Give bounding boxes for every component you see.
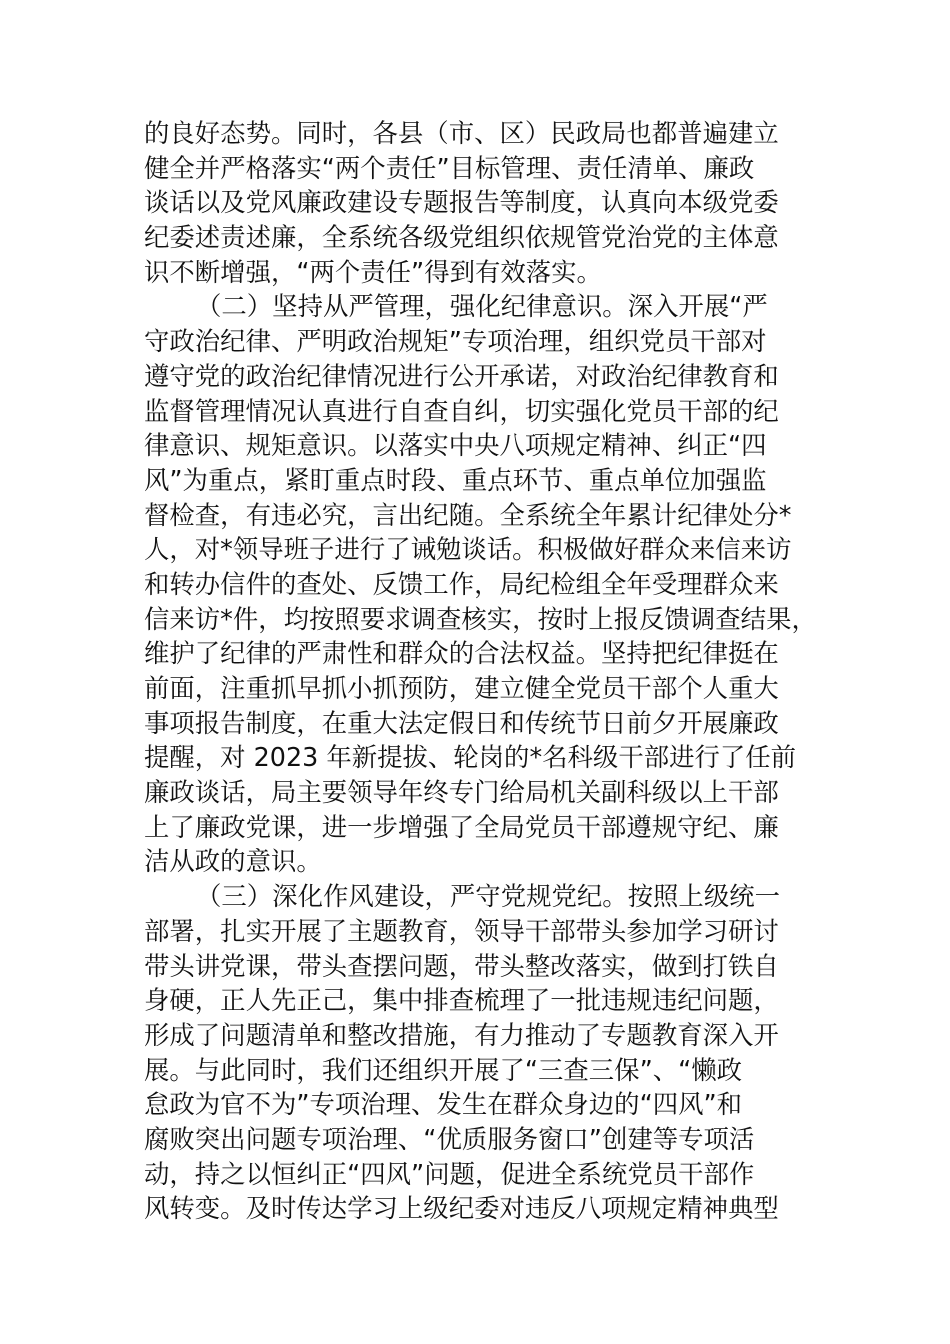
text-line: 督检查，有违必究，言出纪随。全系统全年累计纪律处分*	[144, 499, 792, 530]
text-line: 动，持之以恒纠正“四风”问题，促进全系统党员干部作	[144, 1158, 755, 1189]
text-line: 遵守党的政治纪律情况进行公开承诺，对政治纪律教育和	[144, 360, 779, 391]
text-line: 前面，注重抓早抓小抓预防，建立健全党员干部个人重大	[144, 673, 779, 703]
text-line: 纪委述责述廉，全系统各级党组织依规管党治党的主体意	[144, 222, 779, 253]
text-line: 守政治纪律、严明政治规矩”专项治理，组织党员干部对	[144, 326, 767, 357]
text-line: （二）坚持从严管理，强化纪律意识。深入开展“严	[196, 291, 768, 322]
text-line: （三）深化作风建设，严守党规党纪。按照上级统一	[196, 881, 780, 912]
text-line: 风”为重点，紧盯重点时段、重点环节、重点单位加强监	[144, 464, 767, 495]
text-line: 展。与此同时，我们还组织开展了“三查三保”、“懒政	[144, 1054, 743, 1085]
text-line: 洁从政的意识。	[144, 846, 322, 877]
text-line: 形成了问题清单和整改措施，有力推动了专题教育深入开	[144, 1019, 779, 1050]
text-line: 提醒，对 2023 年新提拔、轮岗的*名科级干部进行了任前	[144, 742, 797, 773]
text-line: 人，对*领导班子进行了诫勉谈话。积极做好群众来信来访	[144, 534, 792, 565]
text-line: 部署，扎实开展了主题教育，领导干部带头参加学习研讨	[144, 915, 779, 946]
text-line: 监督管理情况认真进行自查自纠，切实强化党员干部的纪	[144, 395, 779, 426]
text-line: 廉政谈话，局主要领导年终专门给局机关副科级以上干部	[144, 777, 779, 808]
text-line: 识不断增强，“两个责任”得到有效落实。	[144, 256, 602, 287]
text-line: 信来访*件，均按照要求调查核实，按时上报反馈调查结果，	[144, 603, 817, 634]
text-line: 上了廉政党课，进一步增强了全局党员干部遵规守纪、廉	[144, 811, 779, 842]
text-line: 维护了纪律的严肃性和群众的合法权益。坚持把纪律挺在	[144, 638, 779, 669]
text-line: 风转变。及时传达学习上级纪委对违反八项规定精神典型	[144, 1193, 779, 1224]
text-line: 健全并严格落实“两个责任”目标管理、责任清单、廉政	[144, 152, 755, 183]
text-line: 腐败突出问题专项治理、“优质服务窗口”创建等专项活	[144, 1123, 755, 1154]
text-line: 事项报告制度，在重大法定假日和传统节日前夕开展廉政	[144, 707, 779, 738]
body-text	[144, 116, 834, 1226]
text-line: 谈话以及党风廉政建设专题报告等制度，认真向本级党委	[144, 187, 779, 218]
text-line: 的良好态势。同时，各县（市、区）民政局也都普遍建立	[144, 118, 779, 148]
text-line: 带头讲党课，带头查摆问题，带头整改落实，做到打铁自	[144, 950, 779, 981]
text-line: 身硬，正人先正己，集中排查梳理了一批违规违纪问题，	[144, 985, 779, 1016]
text-line: 怠政为官不为”专项治理、发生在群众身边的“四风”和	[144, 1089, 743, 1120]
text-line: 律意识、规矩意识。以落实中央八项规定精神、纠正“四	[144, 430, 767, 461]
text-line: 和转办信件的查处、反馈工作，局纪检组全年受理群众来	[144, 568, 779, 599]
